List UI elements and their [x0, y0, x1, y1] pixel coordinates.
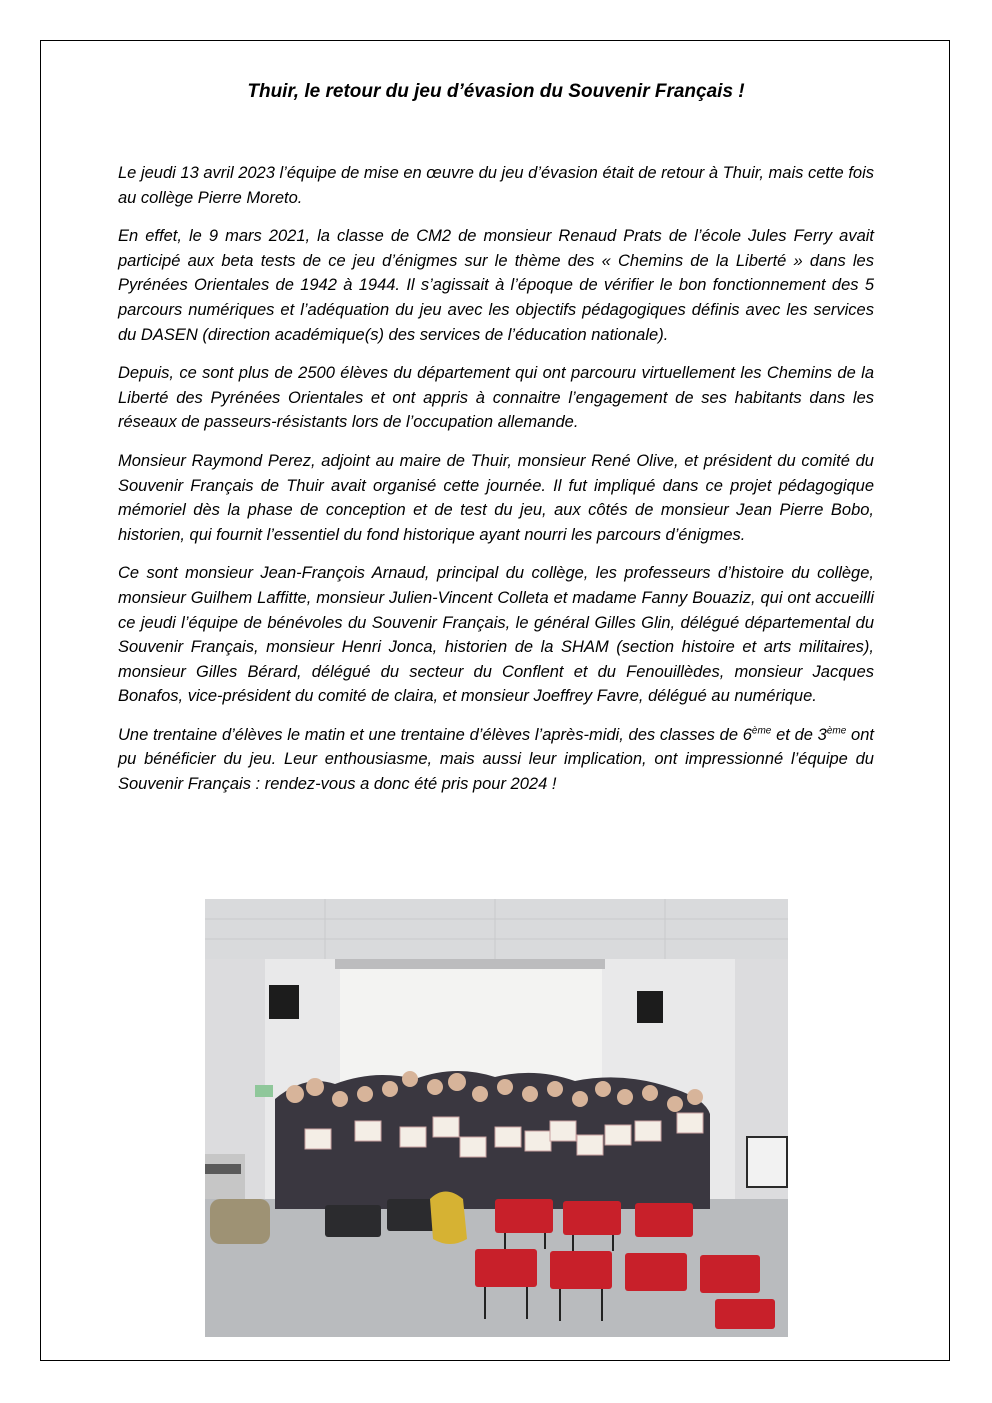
superscript: ème — [826, 725, 847, 737]
article-title: Thuir, le retour du jeu d’évasion du Souvenir Français ! — [247, 81, 745, 102]
paragraph-intro: Le jeudi 13 avril 2023 l’équipe de mise en œuvre du jeu d’évasion était de retour à Thuir, mais cette fois au collège Pierre Moreto. — [118, 164, 874, 207]
paragraph-hosts: Ce sont monsieur Jean-François Arnaud, principal du collège, les professeurs d’histoire du collège, monsieur Guilhem Laffitte, monsieur Julien-Vincent Colleta et madame Fanny Bouaziz, qui ont accueilli ce jeudi l’équipe de bénévoles du Souvenir Français, le général Gilles Glin, délégué départemental du Souvenir Français, monsieur Henri Jonca, historien de la SHAM (section histoire et arts militaires), monsieur Gilles Bérard, délégué du secteur du Conflent et du Fenouillèdes, monsieur Jacques Bonafos, vice-président du comité de claira, et monsieur Joeffrey Favre, délégué au numérique. — [118, 564, 874, 706]
superscript: ème — [751, 725, 772, 737]
paragraph-history: En effet, le 9 mars 2021, la classe de CM2 de monsieur Renaud Prats de l’école Jules Ferry avait participé aux beta tests de ce jeu d’énigmes sur le thème des « Chemins de la Liberté » dans les Pyrénées Orientales de 1942 à 1944. Il s’agissait à l’époque de vérifier le bon fonctionnement des 5 parcours numériques et l’adéquation du jeu avec les objectifs pédagogiques définis avec les services du DASEN (direction académique(s) des services de l’éducation nationale). — [118, 227, 874, 344]
paragraph-organizer: Monsieur Raymond Perez, adjoint au maire de Thuir, monsieur René Olive, et président du comité du Souvenir Français de Thuir avait organisé cette journée. Il fut impliqué dans ce projet pédagogique mémoriel dès la phase de conception et de test du jeu, aux côtés de monsieur Jean Pierre Bobo, historien, qui fournit l’essentiel du fond historique ayant nourri les parcours d’énigmes. — [118, 451, 874, 544]
paragraph-conclusion: Une trentaine d’élèves le matin et une trentaine d’élèves l’après-midi, des classes de 6ème et de 3ème ont pu bénéficier du jeu. Leur enthousiasme, mais aussi leur implication, ont impressionné l’équipe du Souvenir Français : rendez-vous a donc été pris pour 2024 ! — [118, 725, 874, 794]
paragraph-participation: Depuis, ce sont plus de 2500 élèves du département qui ont parcouru virtuellement les Chemins de la Liberté des Pyrénées Orientales et ont appris à connaitre l’engagement de ses habitants dans les réseaux de passeurs-résistants lors de l’occupation allemande. — [118, 364, 874, 432]
article-body — [118, 161, 874, 811]
group-photo — [205, 899, 788, 1337]
